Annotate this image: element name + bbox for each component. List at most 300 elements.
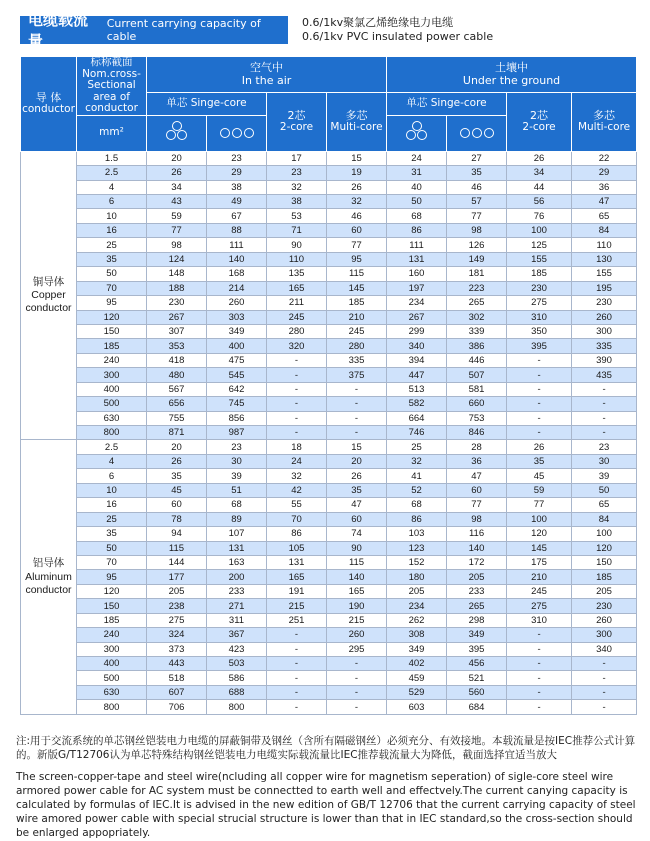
capacity-cell: 65 (572, 498, 637, 512)
capacity-cell: 205 (447, 570, 507, 584)
capacity-cell: 30 (572, 454, 637, 468)
table-row (21, 310, 637, 324)
capacity-cell: 475 (207, 353, 267, 367)
capacity-cell: 545 (207, 368, 267, 382)
capacity-cell: 59 (507, 483, 572, 497)
capacity-cell: 607 (147, 685, 207, 699)
capacity-cell: 664 (387, 411, 447, 425)
capacity-cell: 71 (267, 223, 327, 237)
capacity-cell: 34 (507, 166, 572, 180)
capacity-cell: 642 (207, 382, 267, 396)
header-under-ground: 土壤中 Under the ground (387, 57, 637, 93)
capacity-cell: 23 (267, 166, 327, 180)
capacity-cell: 310 (507, 613, 572, 627)
capacity-cell: 324 (147, 628, 207, 642)
table-row (21, 685, 637, 699)
capacity-cell: 105 (267, 541, 327, 555)
capacity-cell: 74 (327, 527, 387, 541)
capacity-cell: 59 (147, 209, 207, 223)
capacity-cell: 77 (447, 209, 507, 223)
capacity-cell: 185 (507, 267, 572, 281)
cross-section-cell: 25 (77, 238, 147, 252)
cross-section-cell: 35 (77, 527, 147, 541)
table-row (21, 397, 637, 411)
cross-section-cell: 150 (77, 324, 147, 338)
capacity-cell: 298 (447, 613, 507, 627)
capacity-cell: 180 (387, 570, 447, 584)
capacity-cell: 130 (572, 252, 637, 266)
table-row (21, 180, 637, 194)
capacity-cell: - (507, 671, 572, 685)
capacity-cell: - (507, 657, 572, 671)
capacity-cell: 233 (207, 584, 267, 598)
capacity-cell: 152 (387, 555, 447, 569)
capacity-cell: 656 (147, 397, 207, 411)
capacity-cell: 395 (447, 642, 507, 656)
title-cn: 电缆载流量 (28, 11, 89, 50)
capacity-cell: 181 (447, 267, 507, 281)
capacity-cell: 265 (447, 599, 507, 613)
capacity-cell: 53 (267, 209, 327, 223)
capacity-cell: 350 (507, 324, 572, 338)
capacity-cell: 86 (267, 527, 327, 541)
capacity-cell: - (572, 700, 637, 714)
capacity-cell: 95 (327, 252, 387, 266)
capacity-cell: 131 (267, 555, 327, 569)
capacity-cell: 386 (447, 339, 507, 353)
capacity-cell: 145 (327, 281, 387, 295)
capacity-cell: - (572, 426, 637, 440)
cross-section-cell: 185 (77, 613, 147, 627)
capacity-cell: - (572, 411, 637, 425)
capacity-cell: - (267, 657, 327, 671)
capacity-cell: 205 (387, 584, 447, 598)
table-row (21, 599, 637, 613)
capacity-cell: 100 (572, 527, 637, 541)
capacity-cell: 47 (447, 469, 507, 483)
capacity-cell: - (507, 397, 572, 411)
capacity-cell: 340 (572, 642, 637, 656)
table-row (21, 166, 637, 180)
capacity-cell: 41 (387, 469, 447, 483)
header-ground-2core: 2芯 2-core (507, 93, 572, 152)
capacity-cell: 275 (507, 599, 572, 613)
capacity-cell: 335 (572, 339, 637, 353)
capacity-cell: - (572, 382, 637, 396)
capacity-cell: 77 (327, 238, 387, 252)
flat-formation-icon (207, 115, 267, 151)
capacity-cell: 123 (387, 541, 447, 555)
cross-section-cell: 2.5 (77, 166, 147, 180)
capacity-cell: 32 (267, 469, 327, 483)
capacity-cell: 86 (387, 223, 447, 237)
table-row (21, 541, 637, 555)
capacity-cell: - (267, 411, 327, 425)
capacity-cell: - (507, 642, 572, 656)
capacity-cell: 191 (267, 584, 327, 598)
cross-section-cell: 1.5 (77, 151, 147, 165)
capacity-cell: 98 (147, 238, 207, 252)
capacity-cell: 26 (507, 151, 572, 165)
table-row (21, 382, 637, 396)
capacity-cell: 165 (267, 570, 327, 584)
capacity-cell: 43 (147, 195, 207, 209)
capacity-cell: - (507, 368, 572, 382)
table-row (21, 195, 637, 209)
cross-section-cell: 800 (77, 700, 147, 714)
cross-section-cell: 240 (77, 628, 147, 642)
capacity-cell: 603 (387, 700, 447, 714)
capacity-cell: 234 (387, 599, 447, 613)
capacity-cell: 110 (572, 238, 637, 252)
capacity-cell: 172 (447, 555, 507, 569)
capacity-cell: 49 (207, 195, 267, 209)
capacity-cell: 149 (447, 252, 507, 266)
capacity-cell: 25 (387, 440, 447, 454)
capacity-cell: 335 (327, 353, 387, 367)
capacity-cell: 26 (507, 440, 572, 454)
capacity-cell: 140 (207, 252, 267, 266)
table-row (21, 483, 637, 497)
capacity-cell: 115 (327, 555, 387, 569)
capacity-cell: 503 (207, 657, 267, 671)
capacity-cell: 35 (507, 454, 572, 468)
capacity-cell: 260 (207, 296, 267, 310)
cross-section-cell: 120 (77, 584, 147, 598)
capacity-cell: 45 (507, 469, 572, 483)
capacity-cell: 185 (572, 570, 637, 584)
capacity-cell: 215 (267, 599, 327, 613)
capacity-cell: 188 (147, 281, 207, 295)
capacity-cell: 23 (207, 440, 267, 454)
cross-section-cell: 10 (77, 209, 147, 223)
capacity-cell: 111 (207, 238, 267, 252)
capacity-cell: 745 (207, 397, 267, 411)
capacity-cell: 402 (387, 657, 447, 671)
cross-section-cell: 240 (77, 353, 147, 367)
capacity-cell: 340 (387, 339, 447, 353)
capacity-cell: 47 (572, 195, 637, 209)
cross-section-cell: 4 (77, 454, 147, 468)
capacity-cell: 26 (147, 166, 207, 180)
capacity-cell: 260 (572, 310, 637, 324)
capacity-cell: 459 (387, 671, 447, 685)
capacity-cell: 86 (387, 512, 447, 526)
capacity-cell: 349 (387, 642, 447, 656)
capacity-cell: 320 (267, 339, 327, 353)
capacity-cell: - (267, 368, 327, 382)
capacity-cell: 35 (147, 469, 207, 483)
header-ground-single-core: 单芯 Singe-core (387, 93, 507, 116)
header-conductor: 导 体 conductor (21, 57, 77, 152)
cross-section-cell: 25 (77, 512, 147, 526)
capacity-cell: 177 (147, 570, 207, 584)
capacity-cell: 77 (147, 223, 207, 237)
capacity-cell: 98 (447, 512, 507, 526)
table-row (21, 411, 637, 425)
capacity-cell: 120 (572, 541, 637, 555)
table-row (21, 353, 637, 367)
capacity-cell: 36 (572, 180, 637, 194)
capacity-cell: - (572, 657, 637, 671)
capacity-cell: 68 (387, 498, 447, 512)
capacity-cell: 135 (267, 267, 327, 281)
table-row (21, 267, 637, 281)
capacity-cell: 581 (447, 382, 507, 396)
capacity-cell: 145 (507, 541, 572, 555)
capacity-cell: 238 (147, 599, 207, 613)
capacity-cell: 94 (147, 527, 207, 541)
capacity-cell: 230 (507, 281, 572, 295)
capacity-cell: 446 (447, 353, 507, 367)
capacity-cell: 307 (147, 324, 207, 338)
capacity-cell: 311 (207, 613, 267, 627)
capacity-cell: 35 (327, 483, 387, 497)
capacity-cell: - (267, 685, 327, 699)
capacity-cell: 20 (147, 440, 207, 454)
capacity-cell: 262 (387, 613, 447, 627)
table-row (21, 671, 637, 685)
capacity-cell: 140 (447, 541, 507, 555)
table-row (21, 628, 637, 642)
table-row (21, 642, 637, 656)
table-row (21, 368, 637, 382)
capacity-cell: 373 (147, 642, 207, 656)
capacity-cell: 275 (147, 613, 207, 627)
capacity-cell: 90 (267, 238, 327, 252)
capacity-cell: - (327, 397, 387, 411)
table-row (21, 281, 637, 295)
capacity-cell: 26 (327, 180, 387, 194)
capacity-cell: 423 (207, 642, 267, 656)
table-row (21, 440, 637, 454)
header-air-2core: 2芯 2-core (267, 93, 327, 152)
capacity-cell: 846 (447, 426, 507, 440)
capacity-cell: 230 (147, 296, 207, 310)
capacity-cell: - (327, 685, 387, 699)
title-en: Current carrying capacity of cable (106, 17, 261, 43)
capacity-cell: - (267, 700, 327, 714)
header-ground-multicore: 多芯 Multi-core (572, 93, 637, 152)
capacity-cell: 29 (207, 166, 267, 180)
capacity-cell: 20 (147, 151, 207, 165)
capacity-cell: 245 (327, 324, 387, 338)
capacity-cell: 131 (207, 541, 267, 555)
capacity-cell: 660 (447, 397, 507, 411)
capacity-cell: 400 (207, 339, 267, 353)
capacity-cell: 310 (507, 310, 572, 324)
capacity-cell: - (507, 685, 572, 699)
capacity-cell: 165 (267, 281, 327, 295)
capacity-cell: 205 (572, 584, 637, 598)
cross-section-cell: 2.5 (77, 440, 147, 454)
capacity-cell: - (267, 382, 327, 396)
capacity-cell: 89 (207, 512, 267, 526)
capacity-cell: 271 (207, 599, 267, 613)
capacity-cell: 251 (267, 613, 327, 627)
capacity-cell: - (267, 642, 327, 656)
copper-conductor-label: 铜导体 Copper conductor (21, 151, 77, 440)
capacity-cell: 24 (387, 151, 447, 165)
cross-section-cell: 300 (77, 368, 147, 382)
capacity-cell: 26 (147, 454, 207, 468)
table-row (21, 469, 637, 483)
capacity-cell: 125 (507, 238, 572, 252)
capacity-cell: 15 (327, 440, 387, 454)
capacity-cell: 52 (387, 483, 447, 497)
capacity-cell: 60 (327, 223, 387, 237)
table-row (21, 584, 637, 598)
capacity-cell: - (267, 628, 327, 642)
capacity-cell: 20 (327, 454, 387, 468)
capacity-cell: 987 (207, 426, 267, 440)
capacity-cell: - (572, 671, 637, 685)
capacity-cell: 706 (147, 700, 207, 714)
cross-section-cell: 4 (77, 180, 147, 194)
capacity-cell: 46 (447, 180, 507, 194)
capacity-cell: 746 (387, 426, 447, 440)
capacity-cell: - (507, 700, 572, 714)
capacity-cell: 339 (447, 324, 507, 338)
capacity-cell: 165 (327, 584, 387, 598)
capacity-cell: 234 (387, 296, 447, 310)
capacity-cell: 84 (572, 512, 637, 526)
capacity-cell: 84 (572, 223, 637, 237)
cross-section-cell: 500 (77, 397, 147, 411)
capacity-cell: 529 (387, 685, 447, 699)
capacity-cell: 418 (147, 353, 207, 367)
capacity-cell: 800 (207, 700, 267, 714)
capacity-cell: 144 (147, 555, 207, 569)
capacity-cell: - (327, 411, 387, 425)
capacity-cell: 518 (147, 671, 207, 685)
capacity-cell: - (507, 382, 572, 396)
capacity-cell: 148 (147, 267, 207, 281)
capacity-cell: 586 (207, 671, 267, 685)
capacity-cell: 17 (267, 151, 327, 165)
capacity-cell: 32 (327, 195, 387, 209)
capacity-cell: 753 (447, 411, 507, 425)
capacity-cell: 55 (267, 498, 327, 512)
cross-section-cell: 630 (77, 685, 147, 699)
capacity-cell: 394 (387, 353, 447, 367)
capacity-cell: 65 (572, 209, 637, 223)
capacity-cell: 76 (507, 209, 572, 223)
cross-section-cell: 185 (77, 339, 147, 353)
table-row (21, 527, 637, 541)
cross-section-cell: 35 (77, 252, 147, 266)
capacity-cell: 190 (327, 599, 387, 613)
capacity-cell: 47 (327, 498, 387, 512)
capacity-cell: 51 (207, 483, 267, 497)
header-air-multicore: 多芯 Multi-core (327, 93, 387, 152)
capacity-cell: 40 (387, 180, 447, 194)
capacity-cell: 367 (207, 628, 267, 642)
capacity-cell: 155 (507, 252, 572, 266)
capacity-cell: 280 (327, 339, 387, 353)
table-row (21, 252, 637, 266)
capacity-cell: 435 (572, 368, 637, 382)
capacity-cell: 26 (327, 469, 387, 483)
cross-section-cell: 6 (77, 195, 147, 209)
capacity-cell: 60 (327, 512, 387, 526)
cross-section-cell: 150 (77, 599, 147, 613)
capacity-cell: 77 (507, 498, 572, 512)
capacity-cell: - (327, 700, 387, 714)
trefoil-icon (147, 115, 207, 151)
capacity-cell: 27 (447, 151, 507, 165)
capacity-cell: 349 (207, 324, 267, 338)
capacity-cell: 39 (572, 469, 637, 483)
capacity-cell: 22 (572, 151, 637, 165)
capacity-cell: 56 (507, 195, 572, 209)
capacity-cell: 200 (207, 570, 267, 584)
capacity-cell: 245 (267, 310, 327, 324)
capacity-cell: 567 (147, 382, 207, 396)
capacity-cell: 560 (447, 685, 507, 699)
cross-section-cell: 95 (77, 570, 147, 584)
capacity-cell: 233 (447, 584, 507, 598)
capacity-cell: 39 (207, 469, 267, 483)
capacity-cell: 29 (572, 166, 637, 180)
capacity-cell: 302 (447, 310, 507, 324)
capacity-cell: 78 (147, 512, 207, 526)
capacity-cell: 349 (447, 628, 507, 642)
table-row (21, 426, 637, 440)
capacity-cell: - (267, 671, 327, 685)
table-row (21, 454, 637, 468)
capacity-cell: 15 (327, 151, 387, 165)
capacity-cell: 230 (572, 296, 637, 310)
table-row (21, 339, 637, 353)
capacity-cell: 18 (267, 440, 327, 454)
capacity-cell: 50 (387, 195, 447, 209)
capacity-cell: - (267, 426, 327, 440)
capacity-cell: 120 (507, 527, 572, 541)
capacity-cell: - (327, 382, 387, 396)
cross-section-cell: 50 (77, 541, 147, 555)
capacity-cell: 68 (387, 209, 447, 223)
capacity-cell: 68 (207, 498, 267, 512)
capacity-cell: 60 (147, 498, 207, 512)
capacity-cell: 116 (447, 527, 507, 541)
header-air-single-core: 单芯 Singe-core (147, 93, 267, 116)
capacity-cell: 32 (387, 454, 447, 468)
table-row (21, 223, 637, 237)
header-unit-mm2: mm² (77, 115, 147, 151)
cross-section-cell: 50 (77, 267, 147, 281)
capacity-cell: 111 (387, 238, 447, 252)
header-in-air: 空气中 In the air (147, 57, 387, 93)
capacity-cell: 197 (387, 281, 447, 295)
capacity-cell: 210 (507, 570, 572, 584)
cross-section-cell: 95 (77, 296, 147, 310)
capacity-cell: 214 (207, 281, 267, 295)
capacity-cell: 390 (572, 353, 637, 367)
cross-section-cell: 400 (77, 382, 147, 396)
capacity-cell: 70 (267, 512, 327, 526)
table-row (21, 324, 637, 338)
capacity-cell: 163 (207, 555, 267, 569)
cross-section-cell: 630 (77, 411, 147, 425)
capacity-cell: 265 (447, 296, 507, 310)
capacity-cell: 67 (207, 209, 267, 223)
page-header (0, 0, 650, 50)
capacity-cell: 34 (147, 180, 207, 194)
table-row (21, 512, 637, 526)
note-en: The screen-copper-tape and steel wire(ncluding all copper wire for magnetism seperation) of sigle-core steel wire armored power cable for AC system must be connectted to earth well and effectvely.The current canying capacity is calculated by formulas of IEC.It is advised in the new edition of GB/T 12706 that the current carrying capacity of steel wire amored power cable with special strucial structure is lower than that in IEC standard,so the cross-section should be enlarged appopriately. (16, 771, 636, 839)
capacity-cell: 38 (207, 180, 267, 194)
